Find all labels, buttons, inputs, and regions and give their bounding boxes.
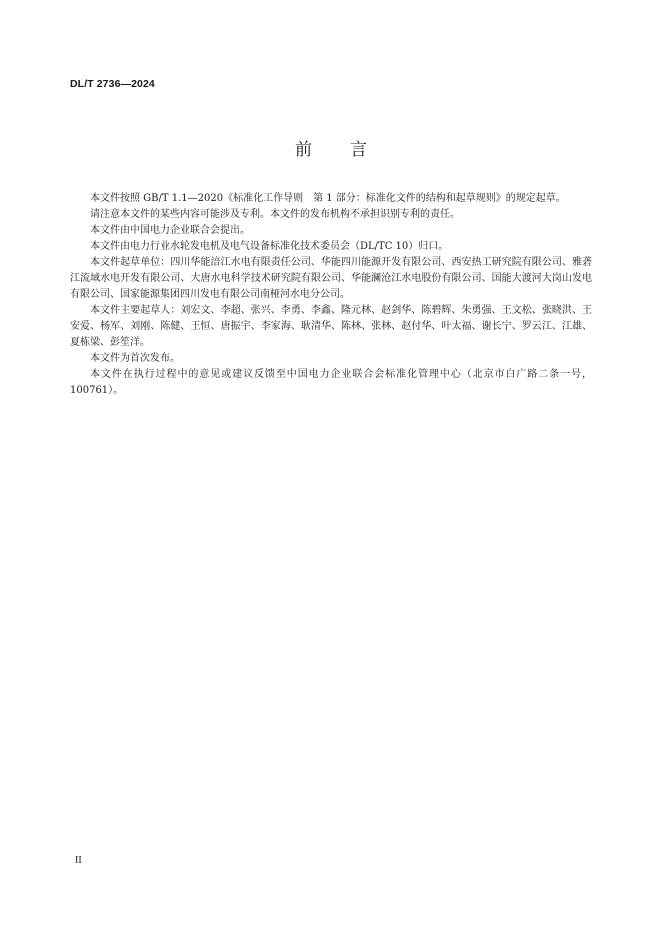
paragraph-drafters: 本文件主要起草人：刘宏文、李超、张兴、李勇、李鑫、隆元林、赵剑华、陈碧辉、朱勇强、王文松、张晓洪、王安爱、杨军、刘刚、陈健、王恒、唐振宇、李家海、耿清华、陈林、张林、赵付华、叶太福、谢长宁、罗云江、江雄、夏栋梁、彭笙洋。 (70, 305, 592, 348)
page-title: 前言 (295, 140, 405, 160)
paragraph-proposer: 本文件由中国电力企业联合会提出。 (90, 225, 250, 236)
foreword-body (70, 191, 592, 399)
paragraph-drafting-units: 本文件起草单位：四川华能涪江水电有限责任公司、华能四川能源开发有限公司、西安热工研究院有限公司、雅砻江流域水电开发有限公司、大唐水电科学技术研究院有限公司、华能澜沧江水电股份有限公司、国能大渡河大岗山发电有限公司、国家能源集团四川发电有限公司南桠河水电分公司。 (70, 257, 592, 300)
page-number: II (75, 855, 82, 866)
paragraph-patent-notice: 请注意本文件的某些内容可能涉及专利。本文件的发布机构不承担识别专利的责任。 (90, 209, 460, 220)
paragraph-drafting-rules: 本文件按照 GB/T 1.1—2020《标准化工作导则 第 1 部分：标准化文件的结构和起草规则》的规定起草。 (90, 193, 566, 204)
paragraph-first-release: 本文件为首次发布。 (90, 353, 180, 364)
document-code: DL/T 2736—2024 (70, 78, 155, 90)
paragraph-feedback: 本文件在执行过程中的意见或建议反馈至中国电力企业联合会标准化管理中心（北京市白广路二条一号，100761）。 (70, 369, 592, 396)
paragraph-committee: 本文件由电力行业水轮发电机及电气设备标准化技术委员会（DL/TC 10）归口。 (90, 241, 449, 252)
